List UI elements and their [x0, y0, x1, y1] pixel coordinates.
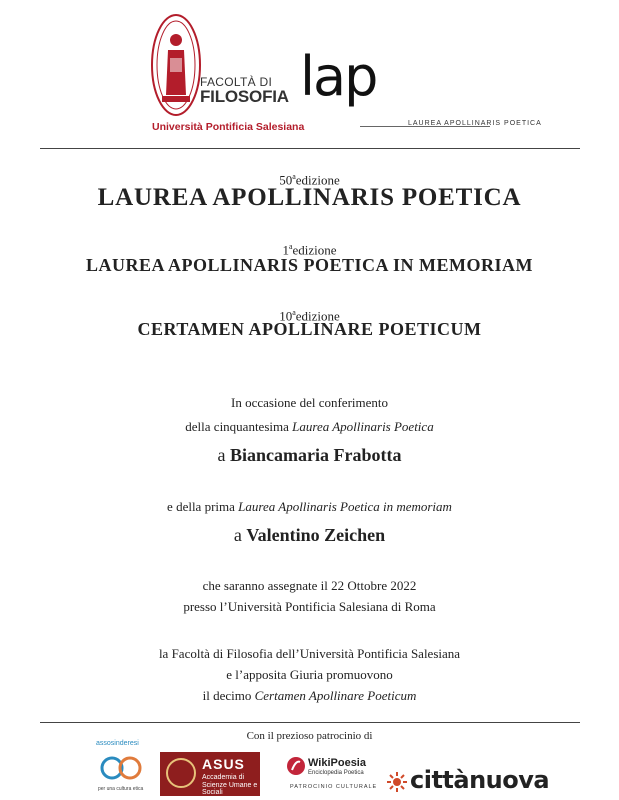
cittanuova-name: cittànuova	[410, 766, 550, 794]
body-line-4: che saranno assegnate il 22 Ottobre 2022	[202, 578, 417, 593]
assosinderesi-name: assosinderesi	[96, 740, 139, 747]
honoree-1: a Biancamaria Frabotta	[217, 445, 402, 465]
wikipoesia-icon	[286, 756, 306, 776]
body-line-3: e della prima Laurea Apollinaris Poetica in memoriam	[167, 499, 452, 514]
title-certamen: CERTAMEN APOLLINARE POETICUM	[137, 319, 482, 339]
assosinderesi-tagline: per una cultura etica	[98, 786, 144, 792]
asus-emblem-icon	[166, 758, 196, 788]
lap-logo: lap	[300, 45, 377, 108]
body-line-5: presso l’Università Pontificia Salesiana di Roma	[183, 599, 436, 614]
edition-label-3: 10$^a$edizione	[279, 308, 340, 324]
lap-logo-subtitle: LAUREA APOLLINARIS POETICA	[408, 120, 542, 127]
honoree-2: a Valentino Zeichen	[233, 525, 386, 545]
wikipoesia-name: WikiPoesia	[308, 757, 366, 769]
faculty-small-label: FACOLTÀ DI	[200, 75, 273, 89]
bottom-divider	[40, 722, 580, 723]
assosinderesi-logo	[92, 740, 152, 796]
wikipoesia-subtitle: Enciclopedia Poetica	[308, 770, 364, 776]
asus-logo	[160, 752, 260, 796]
sponsors-title: Con il prezioso patrocinio di	[246, 730, 373, 742]
asus-subtitle: Accademia di Scienze Umane e Sociali	[202, 774, 258, 797]
faculty-logo-text	[200, 76, 289, 105]
top-divider	[40, 148, 580, 149]
body-line-7: e l’apposita Giuria promuovono	[226, 667, 393, 682]
university-seal-logo	[148, 10, 204, 130]
body-line-6: la Facoltà di Filosofia dell’Università Pontificia Salesiana	[158, 646, 461, 661]
edition-label-2: 1$^a$edizione	[282, 242, 337, 258]
body-line-1: In occasione del conferimento	[230, 395, 388, 410]
title-laurea-apollinaris-poetica: LAUREA APOLLINARIS POETICA	[97, 184, 522, 211]
title-in-memoriam: LAUREA APOLLINARIS POETICA IN MEMORIAM	[85, 255, 534, 275]
asus-name: ASUS	[202, 756, 245, 772]
wikipoesia-patronage: PATROCINIO CULTURALE	[290, 784, 378, 790]
body-line-2: della cinquantesima Laurea Apollinaris Poetica	[185, 419, 434, 434]
edition-label-1: 50$^a$edizione	[279, 172, 340, 188]
faculty-name: FILOSOFIA	[200, 87, 289, 106]
university-name: Università Pontificia Salesiana	[152, 121, 305, 133]
infinity-icon	[98, 754, 144, 782]
body-line-8: il decimo Certamen Apollinare Poeticum	[202, 688, 417, 703]
cittanuova-sun-icon	[387, 772, 407, 792]
